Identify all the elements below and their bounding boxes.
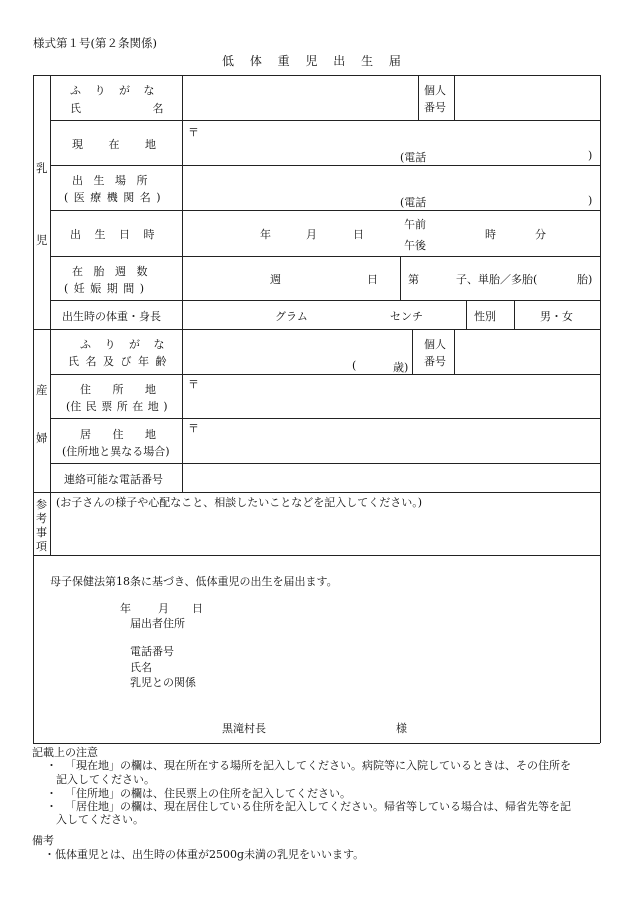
reference-label-2: 考 (36, 512, 47, 525)
birth-order-suffix: 子、単胎／多胎( (456, 273, 538, 286)
infant-group-label-2: 児 (36, 233, 48, 247)
weight-height-label: 出生時の体重・身長 (62, 310, 161, 323)
gestation-week-unit: 週 (270, 273, 281, 286)
reference-field[interactable] (56, 510, 596, 552)
declaration-month-unit: 月 (158, 602, 169, 615)
mother-address-label-2: (住 民 票 所 在 地 ) (66, 400, 168, 413)
mother-group-label-1: 産 (36, 383, 48, 397)
height-unit: センチ (390, 310, 423, 323)
declaration-statement: 母子保健法第18条に基づき、低体重児の出生を届出ます。 (50, 575, 338, 588)
mother-name-age-label: 氏 名 及 び 年 齢 (68, 355, 167, 368)
birth-order-prefix: 第 (408, 273, 419, 286)
birth-day-unit: 日 (353, 228, 364, 241)
infant-furigana-label: ふ り が な (70, 84, 155, 97)
infant-personal-number-field[interactable] (458, 80, 596, 118)
note-bullet-1: ・ (46, 759, 57, 772)
mother-address-field[interactable] (200, 378, 590, 414)
infant-group-label-1: 乳 (36, 161, 48, 175)
infant-birthdate-label: 出 生 日 時 (70, 228, 155, 241)
infant-birthplace-label-2: ( 医 療 機 関 名 ) (64, 191, 161, 204)
mother-residence-field[interactable] (200, 422, 590, 459)
multiple-birth-suffix: 胎) (577, 273, 593, 286)
mother-furigana-label: ふ り が な (80, 338, 165, 351)
mother-personal-number-label-2: 番号 (424, 355, 446, 368)
infant-address-postal: 〒 (188, 126, 199, 139)
infant-address-label: 現 在 地 (72, 138, 156, 151)
infant-birthplace-phone-label: (電話 (400, 196, 427, 209)
weight-unit: グラム (275, 310, 308, 323)
reference-label-4: 項 (36, 540, 47, 553)
reference-label-1: 参 (36, 498, 47, 511)
sex-label: 性別 (474, 310, 496, 323)
remarks-item: ・低体重児とは、出生時の体重が2500g未満の乳児をいいます。 (44, 848, 365, 861)
declaration-year-unit: 年 (120, 602, 131, 615)
addressee-label: 黒滝村長 (222, 722, 266, 735)
reference-label-3: 事 (36, 526, 47, 539)
note-item-1-line-2: 記入してください。 (56, 773, 155, 786)
infant-birthplace-field[interactable] (186, 169, 591, 191)
contact-phone-label: 連絡可能な電話番号 (64, 473, 163, 486)
mother-group-label-2: 婦 (36, 431, 48, 445)
infant-address-phone-close: ) (588, 149, 593, 162)
form-number: 様式第１号(第２条関係) (33, 36, 157, 50)
mother-age-close: 歳) (393, 361, 409, 374)
notes-heading: 記載上の注意 (32, 746, 98, 759)
birth-pm-option[interactable]: 午後 (404, 239, 426, 252)
note-item-1-line-1: 「現在地」の欄は、現在所在する場所を記入してください。病院等に入院しているときは、その住所を (65, 759, 571, 772)
infant-address-field[interactable] (200, 125, 593, 162)
birth-minute-unit: 分 (535, 228, 546, 241)
sex-options[interactable]: 男・女 (540, 310, 573, 323)
infant-birthplace-phone-close: ) (588, 194, 593, 207)
note-bullet-3: ・ (46, 800, 57, 813)
mother-age-open: ( (352, 359, 357, 372)
note-item-2-line-1: 「住所地」の欄は、住民票上の住所を記入してください。 (65, 787, 351, 800)
contact-phone-field[interactable] (186, 467, 596, 489)
infant-name-label: 氏 名 (70, 102, 164, 115)
submitter-phone-label: 電話番号 (130, 645, 174, 658)
mother-address-label-1: 住 所 地 (80, 383, 156, 396)
mother-residence-postal: 〒 (188, 422, 199, 435)
mother-personal-number-label-1: 個人 (424, 338, 446, 351)
birth-year-unit: 年 (260, 228, 271, 241)
submitter-address-label: 届出者住所 (130, 617, 185, 630)
gestation-label-1: 在 胎 週 数 (72, 265, 148, 278)
addressee-honorific: 様 (396, 722, 407, 735)
note-item-3-line-2: 入してください。 (56, 813, 144, 826)
infant-birthplace-label-1: 出 生 場 所 (72, 174, 148, 187)
gestation-label-2: ( 妊 娠 期 間 ) (64, 282, 145, 295)
mother-personal-number-field[interactable] (458, 333, 596, 371)
infant-name-field[interactable] (186, 80, 416, 118)
declaration-day-unit: 日 (192, 602, 203, 615)
mother-residence-label-1: 居 住 地 (80, 428, 156, 441)
infant-personal-number-label-2: 番号 (424, 101, 446, 114)
page-title: 低 体 重 児 出 生 届 (222, 54, 407, 68)
remarks-heading: 備考 (32, 834, 54, 847)
submitter-name-label: 氏名 (130, 661, 152, 674)
birth-am-option[interactable]: 午前 (404, 218, 426, 231)
mother-address-postal: 〒 (188, 378, 199, 391)
submitter-relation-label: 乳児との関係 (130, 676, 196, 689)
note-item-3-line-1: 「居住地」の欄は、現在居住している住所を記入してください。帰省等している場合は、帰省先等を記 (65, 800, 571, 813)
note-bullet-2: ・ (46, 787, 57, 800)
mother-name-field[interactable] (186, 333, 408, 355)
infant-address-phone-label: (電話 (400, 151, 427, 164)
birth-month-unit: 月 (306, 228, 317, 241)
gestation-day-unit: 日 (367, 273, 378, 286)
mother-residence-label-2: (住所地と異なる場合) (62, 445, 170, 458)
infant-personal-number-label-1: 個人 (424, 84, 446, 97)
reference-note: (お子さんの様子や心配なこと、相談したいことなどを記入してください。) (56, 496, 423, 509)
birth-hour-unit: 時 (485, 228, 496, 241)
